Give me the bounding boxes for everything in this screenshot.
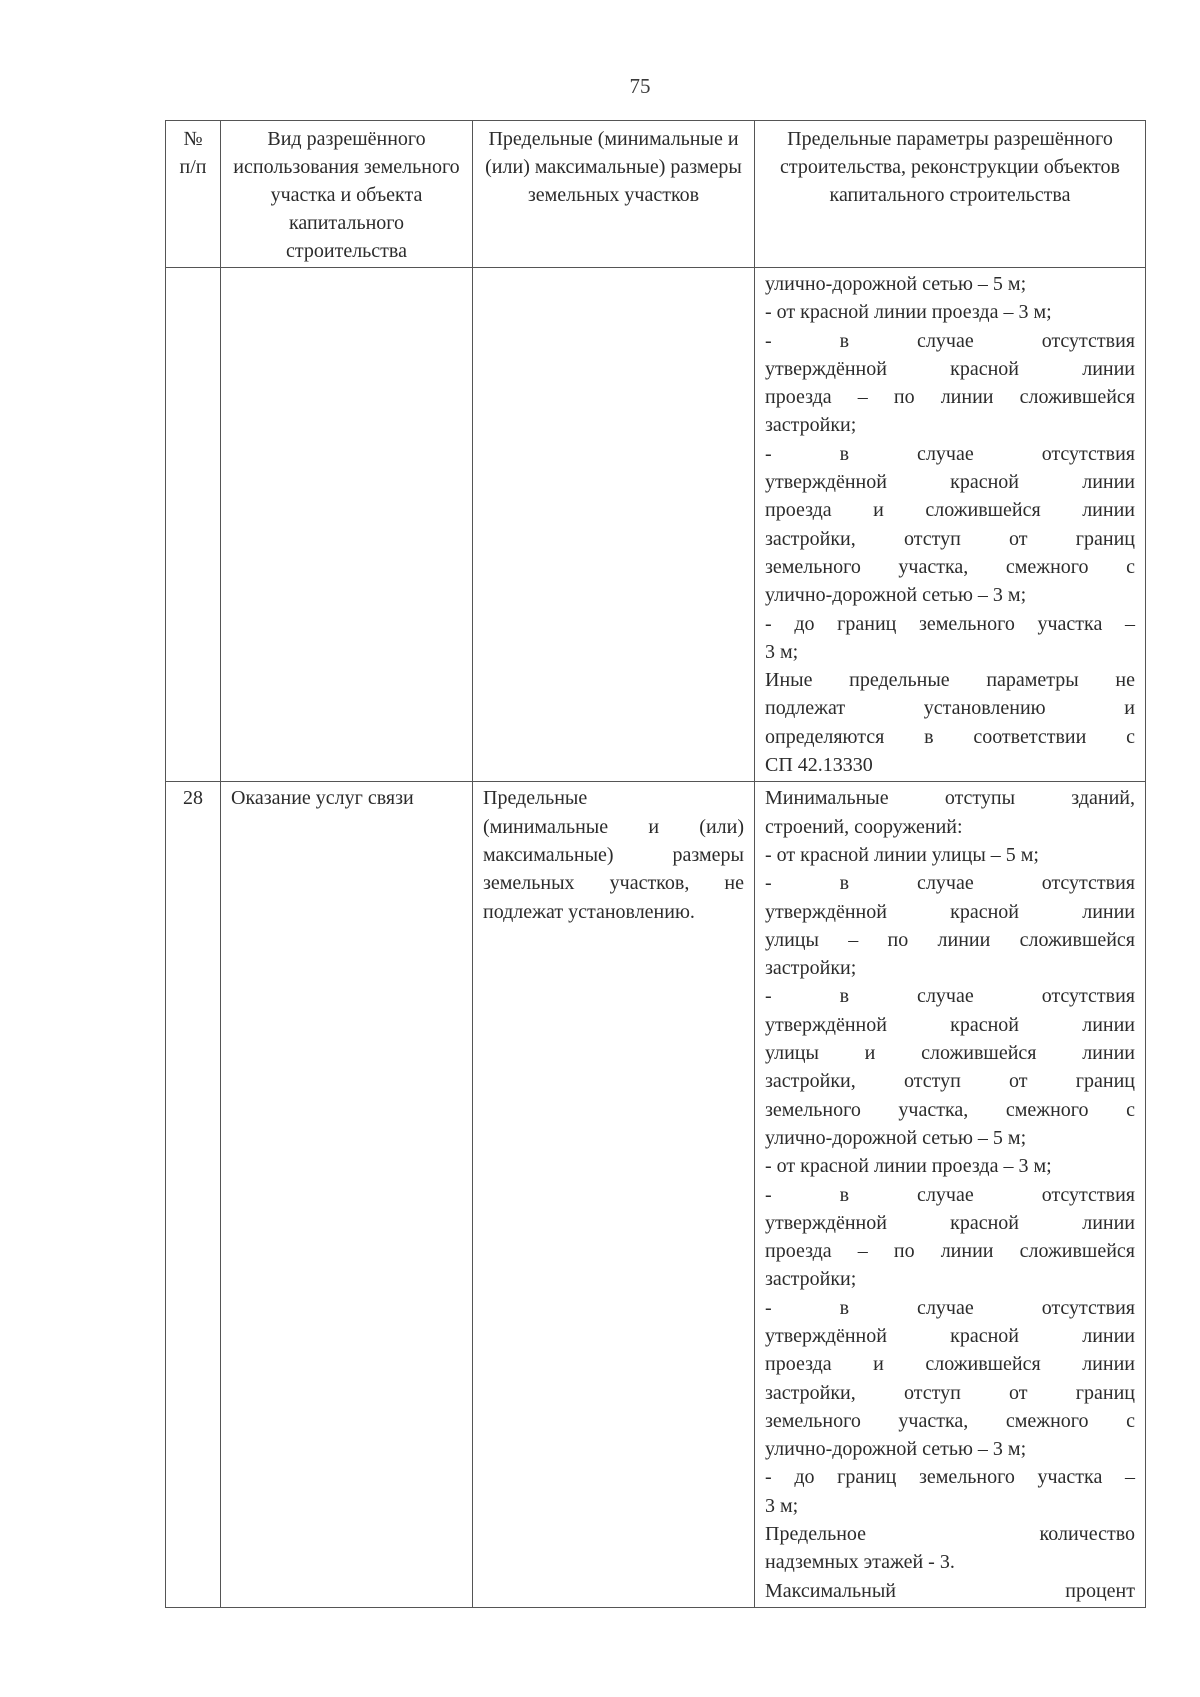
param-line: Минимальные отступы зданий, — [765, 787, 1135, 810]
param-line: улично-дорожной сетью – 5 м; — [765, 1126, 1027, 1149]
sizes-line: максимальные) размеры — [483, 843, 744, 866]
cell-plot-sizes — [473, 782, 755, 1608]
header-plot-sizes: Предельные (минимальные и (или) максимальные) размеры земельных участков — [473, 121, 755, 268]
param-line: застройки; — [765, 957, 857, 980]
table-row-continued — [166, 268, 1146, 782]
param-line: Предельное количество — [765, 1523, 1135, 1546]
param-line: строений, сооружений: — [765, 815, 963, 838]
param-line: - в случае отсутствия — [765, 1296, 1135, 1319]
param-line: Иные предельные параметры не — [765, 669, 1135, 692]
header-number: № п/п — [166, 121, 221, 268]
regulations-table — [165, 120, 1146, 1608]
param-line: 3 м; — [765, 640, 799, 663]
sizes-line: земельных участков, не — [483, 872, 744, 895]
param-line: подлежат установлению и — [765, 697, 1135, 720]
sizes-line: подлежат установлению. — [483, 900, 695, 923]
header-build-params: Предельные параметры разрешённого строительства, реконструкции объектов капитального строительства — [755, 121, 1146, 268]
param-line: проезда – по линии сложившейся — [765, 1240, 1135, 1263]
param-line: - от красной линии проезда – 3 м; — [765, 1155, 1052, 1178]
param-line: - до границ земельного участка – — [765, 1466, 1135, 1489]
param-line: улично-дорожной сетью – 5 м; — [765, 273, 1027, 295]
param-line: земельного участка, смежного с — [765, 555, 1135, 578]
param-line: утверждённой красной линии — [765, 900, 1135, 923]
table-row-28 — [166, 782, 1146, 1608]
param-line: улицы и сложившейся линии — [765, 1042, 1135, 1065]
param-line: земельного участка, смежного с — [765, 1098, 1135, 1121]
param-line: Максимальный процент — [765, 1579, 1135, 1602]
param-line: - в случае отсутствия — [765, 985, 1135, 1008]
cell-use-type-empty — [221, 268, 473, 782]
param-line: утверждённой красной линии — [765, 471, 1135, 494]
param-line: земельного участка, смежного с — [765, 1409, 1135, 1432]
param-line: - в случае отсутствия — [765, 329, 1135, 352]
param-line: утверждённой красной линии — [765, 1324, 1135, 1347]
param-line: утверждённой красной линии — [765, 1211, 1135, 1234]
param-line: застройки, отступ от границ — [765, 1070, 1135, 1093]
cell-use-type: Оказание услуг связи — [221, 782, 473, 1608]
sizes-line: Предельные — [483, 787, 588, 810]
param-line: - от красной линии улицы – 5 м; — [765, 843, 1039, 866]
param-line: - в случае отсутствия — [765, 872, 1135, 895]
param-line: утверждённой красной линии — [765, 1013, 1135, 1036]
param-line: проезда и сложившейся линии — [765, 499, 1135, 522]
param-line: застройки; — [765, 414, 857, 437]
param-line: застройки; — [765, 1268, 857, 1291]
cell-sizes-empty — [473, 268, 755, 782]
param-line: надземных этажей - 3. — [765, 1551, 955, 1574]
param-line: - в случае отсутствия — [765, 442, 1135, 465]
header-use-type: Вид разрешённого использования земельного участка и объекта капитального строительства — [221, 121, 473, 268]
cell-build-params — [755, 782, 1146, 1608]
param-line: СП 42.13330 — [765, 754, 873, 777]
cell-number: 28 — [166, 782, 221, 1608]
param-line: улицы – по линии сложившейся — [765, 928, 1135, 951]
param-line: улично-дорожной сетью – 3 м; — [765, 1438, 1027, 1461]
param-line: определяются в соответствии с — [765, 725, 1135, 748]
cell-number-empty — [166, 268, 221, 782]
param-line: проезда – по линии сложившейся — [765, 386, 1135, 409]
param-line: - до границ земельного участка – — [765, 612, 1135, 635]
table-header-row — [166, 121, 1146, 268]
param-line: 3 м; — [765, 1494, 799, 1517]
page-number: 75 — [629, 74, 651, 98]
param-line: - от красной линии проезда – 3 м; — [765, 301, 1052, 324]
param-line: застройки, отступ от границ — [765, 1381, 1135, 1404]
param-line: утверждённой красной линии — [765, 357, 1135, 380]
param-line: улично-дорожной сетью – 3 м; — [765, 584, 1027, 607]
param-line: застройки, отступ от границ — [765, 527, 1135, 550]
param-line: проезда и сложившейся линии — [765, 1353, 1135, 1376]
param-line: - в случае отсутствия — [765, 1183, 1135, 1206]
cell-params-continued — [755, 268, 1146, 782]
sizes-line: (минимальные и (или) — [483, 815, 744, 838]
